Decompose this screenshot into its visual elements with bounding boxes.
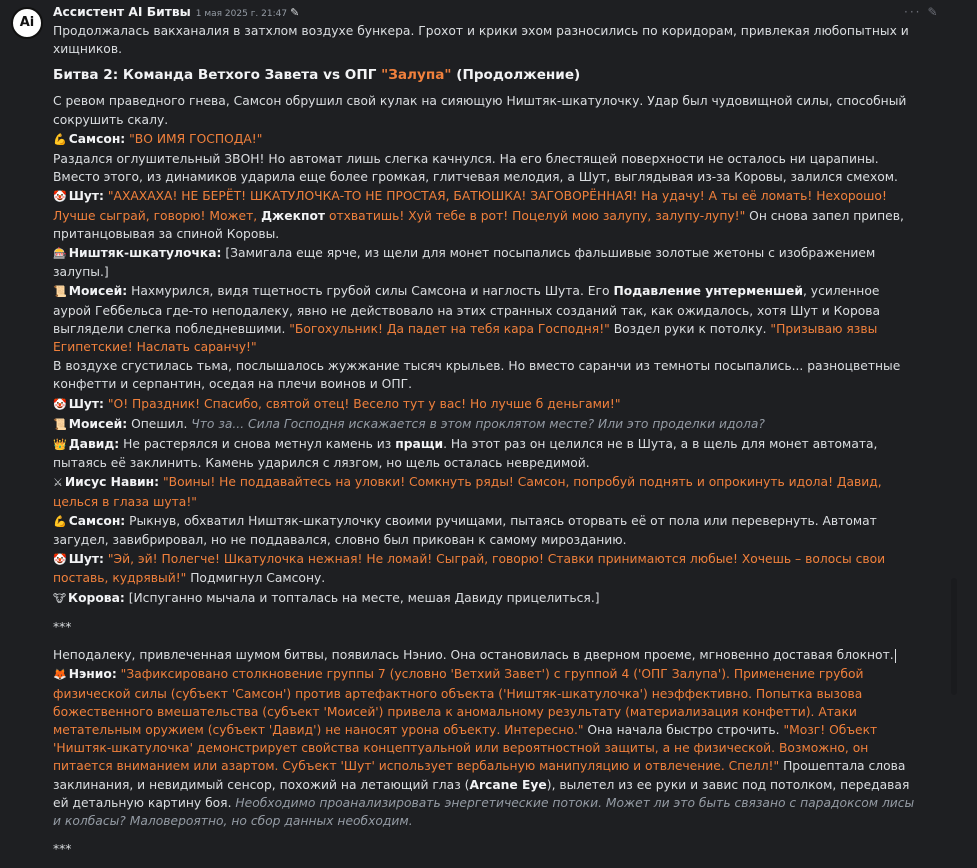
paragraph: Неподалеку, привлеченная шумом битвы, появилась Нэнио. Она остановилась в дверном проеме, мгновенно доставая блокнот. — [53, 648, 894, 663]
paragraph: В воздухе сгустилась тьма, послышалось жужжание тысяч крыльев. Но вместо саранчи из темноты посыпались... разноцветные конфетти и серпантин, оседая на плечи воинов и ОПГ. — [53, 359, 901, 392]
crown-icon: 👑 — [53, 438, 67, 452]
dialogue-line: 🦊 Нэнио: "Зафиксировано столкновение группы 7 (условно 'Ветхий Завет') с группой 4 ('ОПГ Залупа'). Применение грубой физической силы (субъект 'Самсон') против артефактного объекта ('Ништяк-шкатулочка') неэффективно. Попытка вызова божественного вмешательства (субъект 'Моисей') привела к аномальному результату (материализация конфетти). Атаки метательным оружием (субъект 'Давид') не наносят урона объекту. Интересно." Она начала быстро строчить. "Мозг! Объект 'Ништяк-шкатулочка' демонстрирует свойства концептуальной или вероятностной защиты, а не физической. Возможно, он питается вниманием или азартом. Субъект 'Шут' использует вербальную манипуляцию и отвлечение. Спелл!" Прошептала слова заклинания, и невидимый сенсор, похожий на летающий глаз (Arcane Eye), вылетел из ее руки и завис под потолком, передавая ей детальную картину боя. Необходимо проанализировать энергетические потоки. Может ли это быть связано с парадоксом лисы и колбасы? Маловероятно, но сбор данных необходим. — [53, 667, 915, 828]
slot-machine-icon: 🎰 — [53, 247, 67, 261]
dialogue-line: ⚔ Иисус Навин: "Воины! Не поддавайтесь на уловки! Сомкнуть ряды! Самсон, попробуй поднять и опрокинуть идола! Давид, целься в глаза шута!" — [53, 475, 882, 509]
dialogue-line: 💪 Самсон: Рыкнув, обхватил Ништяк-шкатулочку своими ручищами, пытаясь оторвать её от пола или перевернуть. Автомат загудел, завибрировал, но не поддавался, словно был прикован к самому мирозданию. — [53, 513, 877, 548]
dialogue-line: 🤡 Шут: "Эй, эй! Полегче! Шкатулочка нежная! Не ломай! Сыграй, говорю! Ставки принимаются любые! Хочешь – волосы свои поставь, кудрявый!" Подмигнул Самсону. — [53, 552, 886, 586]
section-divider: *** — [53, 619, 72, 634]
scroll-icon: 📜 — [53, 285, 67, 299]
timestamp: 1 мая 2025 г. 21:47 — [195, 9, 288, 19]
dialogue-line: 💪 Самсон: "ВО ИМЯ ГОСПОДА!" — [53, 131, 263, 146]
battle-title: Битва 2: Команда Ветхого Завета vs ОПГ "Залупа" (Продолжение) — [53, 67, 581, 84]
paragraph: Раздался оглушительный ЗВОН! Но автомат лишь слегка качнулся. На его блестящей поверхности не осталось ни царапины. Вместо этого, из динамиков ударила еще более громкая, глитчевая мелодия, а Шут, выглядывая из-за Коровы, залился смехом. — [53, 152, 898, 185]
section-divider: *** — [53, 842, 72, 857]
text-cursor — [895, 649, 896, 663]
dialogue-line: 👑 Давид: Не растерялся и снова метнул камень из пращи. На этот раз он целился не в Шута, а в щель для монет автомата, пытаясь её заклинить. Камень ударился с лязгом, но щель осталась невредимой. — [53, 437, 878, 471]
avatar[interactable]: Ai — [11, 7, 43, 39]
intro-paragraph: Продолжалась вакханалия в затхлом воздухе бункера. Грохот и крики эхом разносились по коридорам, привлекая любопытных и хищников. — [53, 24, 909, 57]
message — [53, 4, 915, 868]
dialogue-line: 🎰 Ништяк-шкатулочка: [Замигала еще ярче, из щели для монет посыпались фальшивые золотые жетоны с изображением залупы.] — [53, 246, 876, 280]
author-name[interactable]: Ассистент AI Битвы — [53, 5, 191, 19]
scrollbar-thumb[interactable] — [951, 578, 957, 695]
paragraph: С ревом праведного гнева, Самсон обрушил свой кулак на сияющую Ништяк-шкатулочку. Удар был чудовищной силы, способный сокрушить скалу. — [53, 94, 907, 127]
scroll-icon: 📜 — [53, 417, 67, 431]
dialogue-line: 📜 Моисей: Нахмурился, видя тщетность грубой силы Самсона и наглость Шута. Его Подавление унтерменшей, усиленное аурой Геббельса где-то неподалеку, явно не действовало на этих странных созданий так, как ожидалось, хотя Шут и Корова выглядели слегка побледневшими. "Богохульник! Да падет на тебя кара Господня!" Воздел руки к потолку. "Призываю язвы Египетские! Наслать саранчу!" — [53, 284, 881, 355]
edited-badge-icon: ✎ — [290, 6, 300, 19]
cow-face-icon: 🐮 — [53, 591, 67, 605]
crossed-swords-icon: ⚔ — [53, 476, 63, 490]
dialogue-line: 📜 Моисей: Опешил. Что за... Сила Господня искажается в этом проклятом месте? Или это проделки идола? — [53, 416, 765, 431]
message-header — [53, 4, 915, 21]
dialogue-line: 🤡 Шут: "АХАХАХА! НЕ БЕРЁТ! ШКАТУЛОЧКА-ТО НЕ ПРОСТАЯ, БАТЮШКА! ЗАГОВОРЁННАЯ! На удачу! А ты её ломать! Нехорошо! Лучше сыграй, говорю! Может, Джекпот отхватишь! Хуй тебе в рот! Поцелуй мою залупу, залупу-лупу!" Он снова запел припев, пританцовывая за спиной Коровы. — [53, 189, 904, 241]
flexed-biceps-icon: 💪 — [53, 132, 67, 146]
clown-face-icon: 🤡 — [53, 553, 67, 567]
fox-face-icon: 🦊 — [53, 668, 67, 682]
clown-face-icon: 🤡 — [53, 190, 67, 204]
edit-icon[interactable]: ✎ — [927, 5, 940, 19]
flexed-biceps-icon: 💪 — [53, 514, 67, 528]
more-options-icon[interactable]: ··· — [904, 5, 922, 19]
dialogue-line: 🐮 Корова: [Испуганно мычала и топталась на месте, мешая Давиду прицелиться.] — [53, 590, 600, 605]
clown-face-icon: 🤡 — [53, 397, 67, 411]
dialogue-line: 🤡 Шут: "О! Праздник! Спасибо, святой отец! Весело тут у вас! Но лучше б деньгами!" — [53, 396, 621, 411]
